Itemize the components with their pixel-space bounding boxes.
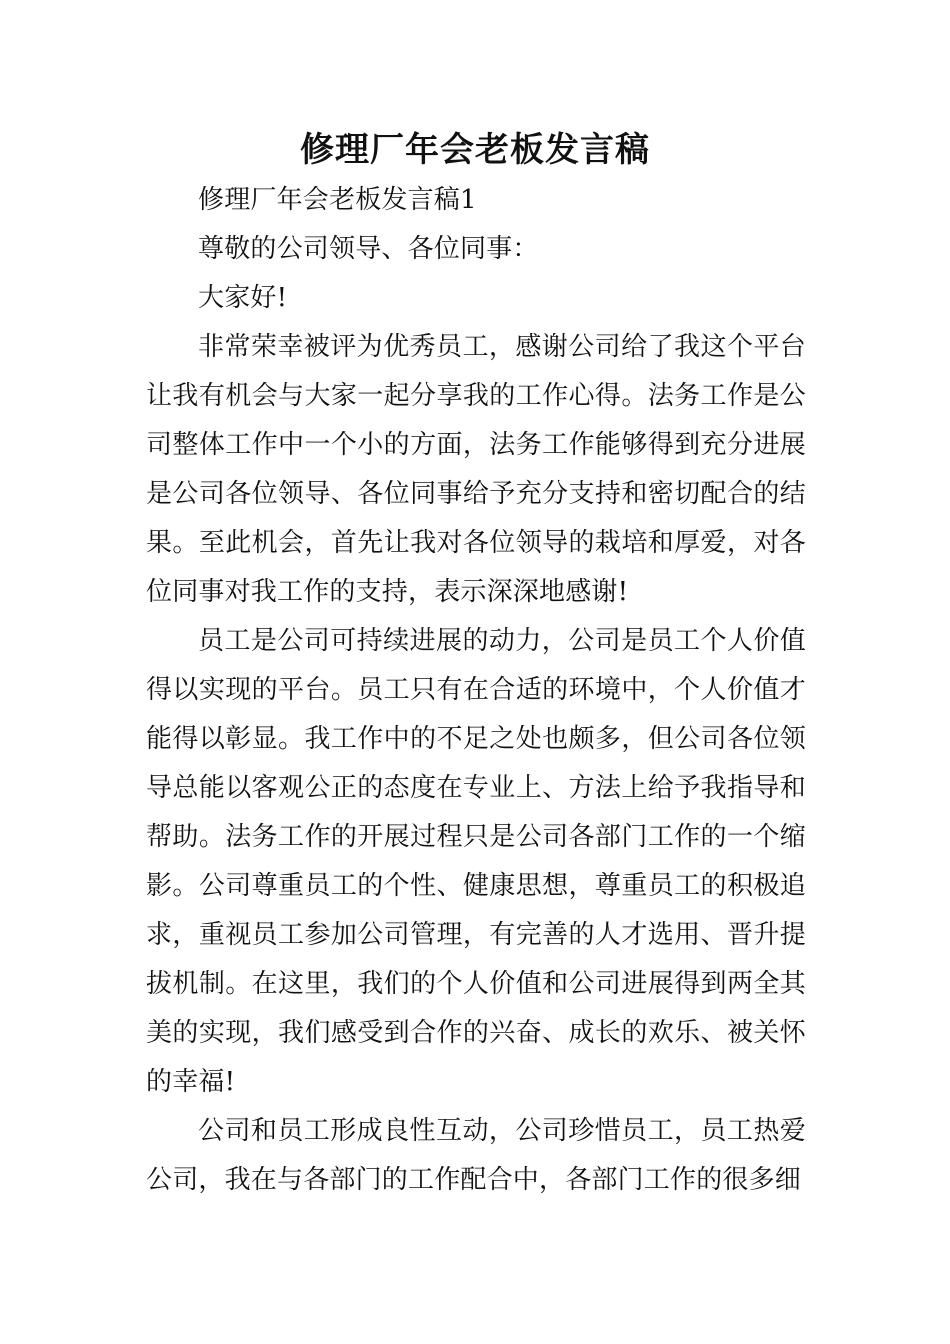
paragraph-body-3: 公司和员工形成良性互动，公司珍惜员工，员工热爱公司，我在与各部门的工作配合中，各部门工作的很多细: [146, 1116, 806, 1195]
document-body: [146, 176, 806, 1205]
paragraph-salutation: 尊敬的公司领导、各位同事：: [198, 234, 539, 264]
paragraph-greeting: 大家好!: [198, 283, 288, 313]
paragraph-body-2: 员工是公司可持续进展的动力，公司是员工个人价值得以实现的平台。员工只有在合适的环境中，个人价值才能得以彰显。我工作中的不足之处也颇多，但公司各位领导总能以客观公正的态度在专业上、方法上给予我指导和帮助。法务工作的开展过程只是公司各部门工作的一个缩影。公司尊重员工的个性、健康思想，尊重员工的积极追求，重视员工参加公司管理，有完善的人才选用、晋升提拔机制。在这里，我们的个人价值和公司进展得到两全其美的实现，我们感受到合作的兴奋、成长的欢乐、被关怀的幸福!: [146, 626, 806, 1097]
document-title: 修理厂年会老板发言稿: [300, 130, 650, 170]
paragraph-body-1: 非常荣幸被评为优秀员工，感谢公司给了我这个平台让我有机会与大家一起分享我的工作心得。法务工作是公司整体工作中一个小的方面，法务工作能够得到充分进展是公司各位领导、各位同事给予充分支持和密切配合的结果。至此机会，首先让我对各位领导的栽培和厚爱，对各位同事对我工作的支持，表示深深地感谢!: [146, 332, 806, 607]
paragraph-subtitle: 修理厂年会老板发言稿1: [198, 185, 477, 215]
